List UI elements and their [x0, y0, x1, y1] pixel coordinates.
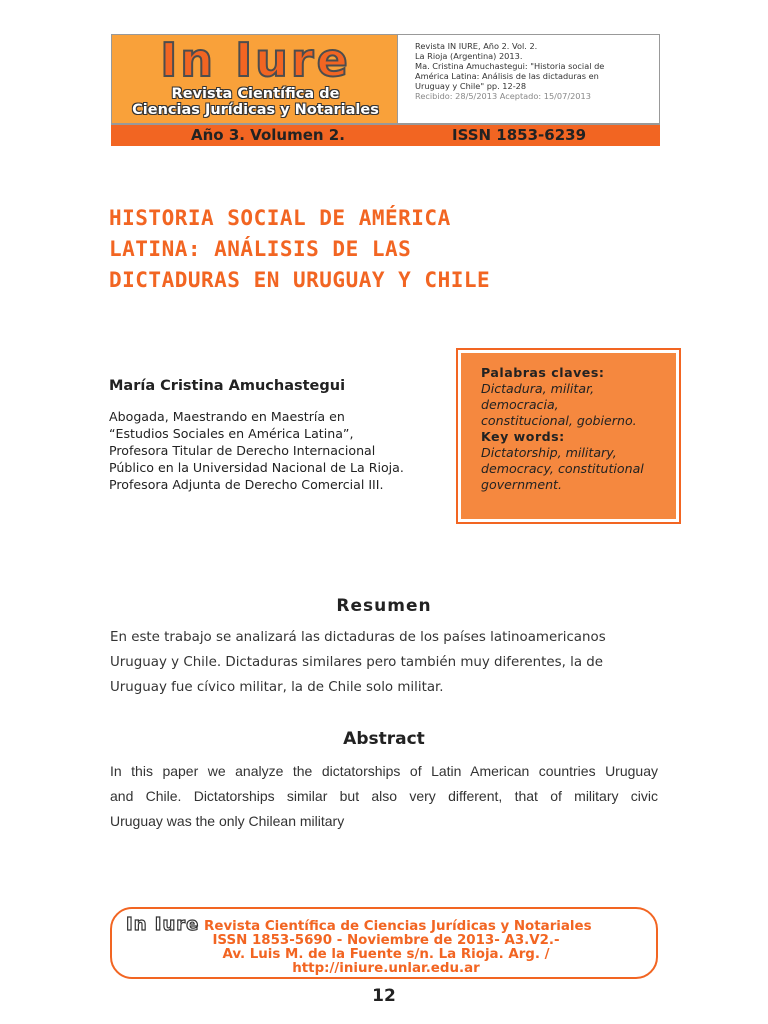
footer-line-1	[112, 914, 660, 935]
abstract-heading: Abstract	[343, 729, 425, 749]
issn-label: ISSN 1853-6239	[452, 126, 587, 144]
title-line: HISTORIA SOCIAL DE AMÉRICA	[109, 206, 451, 230]
logo-subtitle-2: Ciencias Jurídicas y Notariales	[132, 102, 379, 118]
journal-logo	[111, 34, 398, 124]
keywords-label-en: Key words:	[481, 429, 565, 444]
resumen-line: Uruguay fue cívico militar, la de Chile solo militar.	[110, 680, 444, 695]
title-line: LATINA: ANÁLISIS DE LAS	[109, 237, 412, 261]
citation-line: América Latina: Análisis de las dictaduras en	[415, 71, 599, 81]
footer-journal-name: Revista Científica de Ciencias Jurídicas y Notariales	[204, 919, 592, 934]
resumen-heading: Resumen	[336, 596, 432, 616]
keywords-label-es: Palabras claves:	[481, 365, 605, 380]
affiliation-line: “Estudios Sociales en América Latina”,	[109, 426, 354, 441]
resumen-paragraph	[110, 625, 658, 700]
article-title	[109, 203, 669, 296]
affiliation-line: Profesora Adjunta de Derecho Comercial III.	[109, 477, 384, 492]
citation-line: Revista IN IURE, Año 2. Vol. 2.	[415, 41, 538, 51]
citation-box	[398, 34, 660, 124]
title-line: DICTADURAS EN URUGUAY Y CHILE	[109, 268, 491, 292]
abstract-paragraph	[110, 759, 658, 834]
citation-line: Uruguay y Chile" pp. 12-28	[415, 81, 527, 91]
citation-dates: Recibido: 28/5/2013 Aceptado: 15/07/2013	[415, 91, 591, 101]
affiliation-line: Abogada, Maestrando en Maestría en	[109, 409, 345, 424]
citation-line: Ma. Cristina Amuchastegui: "Historia social de	[415, 61, 605, 71]
volume-label: Año 3. Volumen 2.	[191, 126, 345, 144]
page-number: 12	[372, 986, 396, 1006]
volume-band	[111, 124, 660, 146]
journal-footer	[110, 907, 658, 979]
abstract-line: In this paper we analyze the dictatorships of Latin American countries Uruguay	[110, 763, 658, 779]
keyword-line-es: Dictadura, militar,	[481, 381, 595, 396]
citation-line: La Rioja (Argentina) 2013.	[415, 51, 523, 61]
footer-url[interactable]: http://iniure.unlar.edu.ar	[292, 961, 480, 976]
journal-header	[111, 34, 660, 146]
footer-logo: In Iure	[126, 914, 200, 935]
logo-subtitle-1: Revista Científica de	[171, 86, 340, 102]
keyword-line-en: government.	[481, 477, 562, 492]
author-name: María Cristina Amuchastegui	[109, 378, 346, 394]
keyword-line-es: democracia,	[481, 397, 559, 412]
affiliation-line: Público en la Universidad Nacional de La Rioja.	[109, 460, 404, 475]
affiliation-line: Profesora Titular de Derecho Internacional	[109, 443, 376, 458]
keyword-line-en: Dictatorship, military,	[481, 445, 617, 460]
footer-issn: ISSN 1853-5690 - Noviembre de 2013- A3.V2.-	[212, 933, 560, 948]
author-affiliation	[109, 408, 454, 493]
abstract-line: Uruguay was the only Chilean military	[110, 813, 345, 829]
keywords-box	[458, 350, 679, 522]
resumen-line: Uruguay y Chile. Dictaduras similares pero también muy diferentes, la de	[110, 655, 604, 670]
keyword-line-es: constitucional, gobierno.	[481, 413, 637, 428]
abstract-line: and Chile. Dictatorships similar but also very different, that of military civic	[110, 788, 658, 804]
logo-title: In Iure	[160, 33, 351, 87]
footer-address: Av. Luis M. de la Fuente s/n. La Rioja. Arg. /	[222, 947, 550, 962]
keyword-line-en: democracy, constitutional	[481, 461, 644, 476]
resumen-line: En este trabajo se analizará las dictaduras de los países latinoamericanos	[110, 630, 606, 645]
